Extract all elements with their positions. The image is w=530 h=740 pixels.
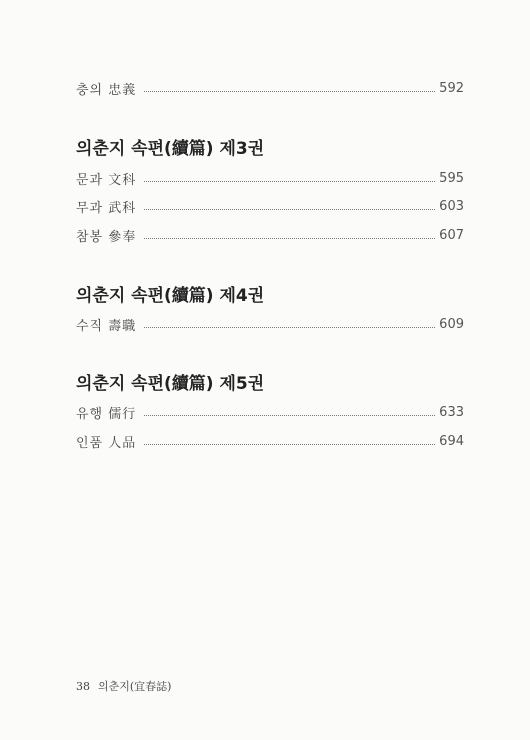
toc-entry[interactable] bbox=[76, 169, 464, 187]
dot-leader bbox=[144, 238, 435, 239]
toc-entry-label: 수직 壽職 bbox=[76, 318, 137, 334]
dot-leader bbox=[144, 327, 435, 328]
section-heading: 의춘지 속편(續篇) 제3권 bbox=[76, 139, 265, 159]
toc-entry[interactable] bbox=[76, 197, 464, 215]
footer-book-title: 의춘지(宜春誌) bbox=[98, 680, 172, 693]
toc-entry-page: 603 bbox=[439, 198, 464, 214]
section-heading: 의춘지 속편(續篇) 제5권 bbox=[76, 374, 265, 394]
toc-entry-page: 694 bbox=[439, 433, 464, 449]
toc-entry-page: 592 bbox=[439, 80, 464, 96]
page-footer bbox=[76, 678, 171, 694]
footer-page-number: 38 bbox=[76, 680, 90, 693]
toc-entry-label: 문과 文科 bbox=[76, 172, 137, 188]
dot-leader bbox=[144, 91, 435, 92]
toc-entry-page: 595 bbox=[439, 170, 464, 186]
toc-entry-label: 참봉 參奉 bbox=[76, 229, 137, 245]
section-heading: 의춘지 속편(續篇) 제4권 bbox=[76, 286, 265, 306]
toc-entry-label: 무과 武科 bbox=[76, 200, 137, 216]
dot-leader bbox=[144, 209, 435, 210]
toc-entry[interactable] bbox=[76, 432, 464, 450]
dot-leader bbox=[144, 415, 435, 416]
toc-entry[interactable] bbox=[76, 226, 464, 244]
dot-leader bbox=[144, 181, 435, 182]
toc-entry-label: 인품 人品 bbox=[76, 435, 137, 451]
toc-entry[interactable] bbox=[76, 79, 464, 97]
toc-entry[interactable] bbox=[76, 403, 464, 421]
toc-entry[interactable] bbox=[76, 315, 464, 333]
toc-entry-page: 633 bbox=[439, 404, 464, 420]
toc-entry-label: 유행 儒行 bbox=[76, 406, 137, 422]
dot-leader bbox=[144, 444, 435, 445]
toc-entry-page: 607 bbox=[439, 227, 464, 243]
toc-entry-label: 충의 忠義 bbox=[76, 82, 137, 98]
toc-entry-page: 609 bbox=[439, 316, 464, 332]
